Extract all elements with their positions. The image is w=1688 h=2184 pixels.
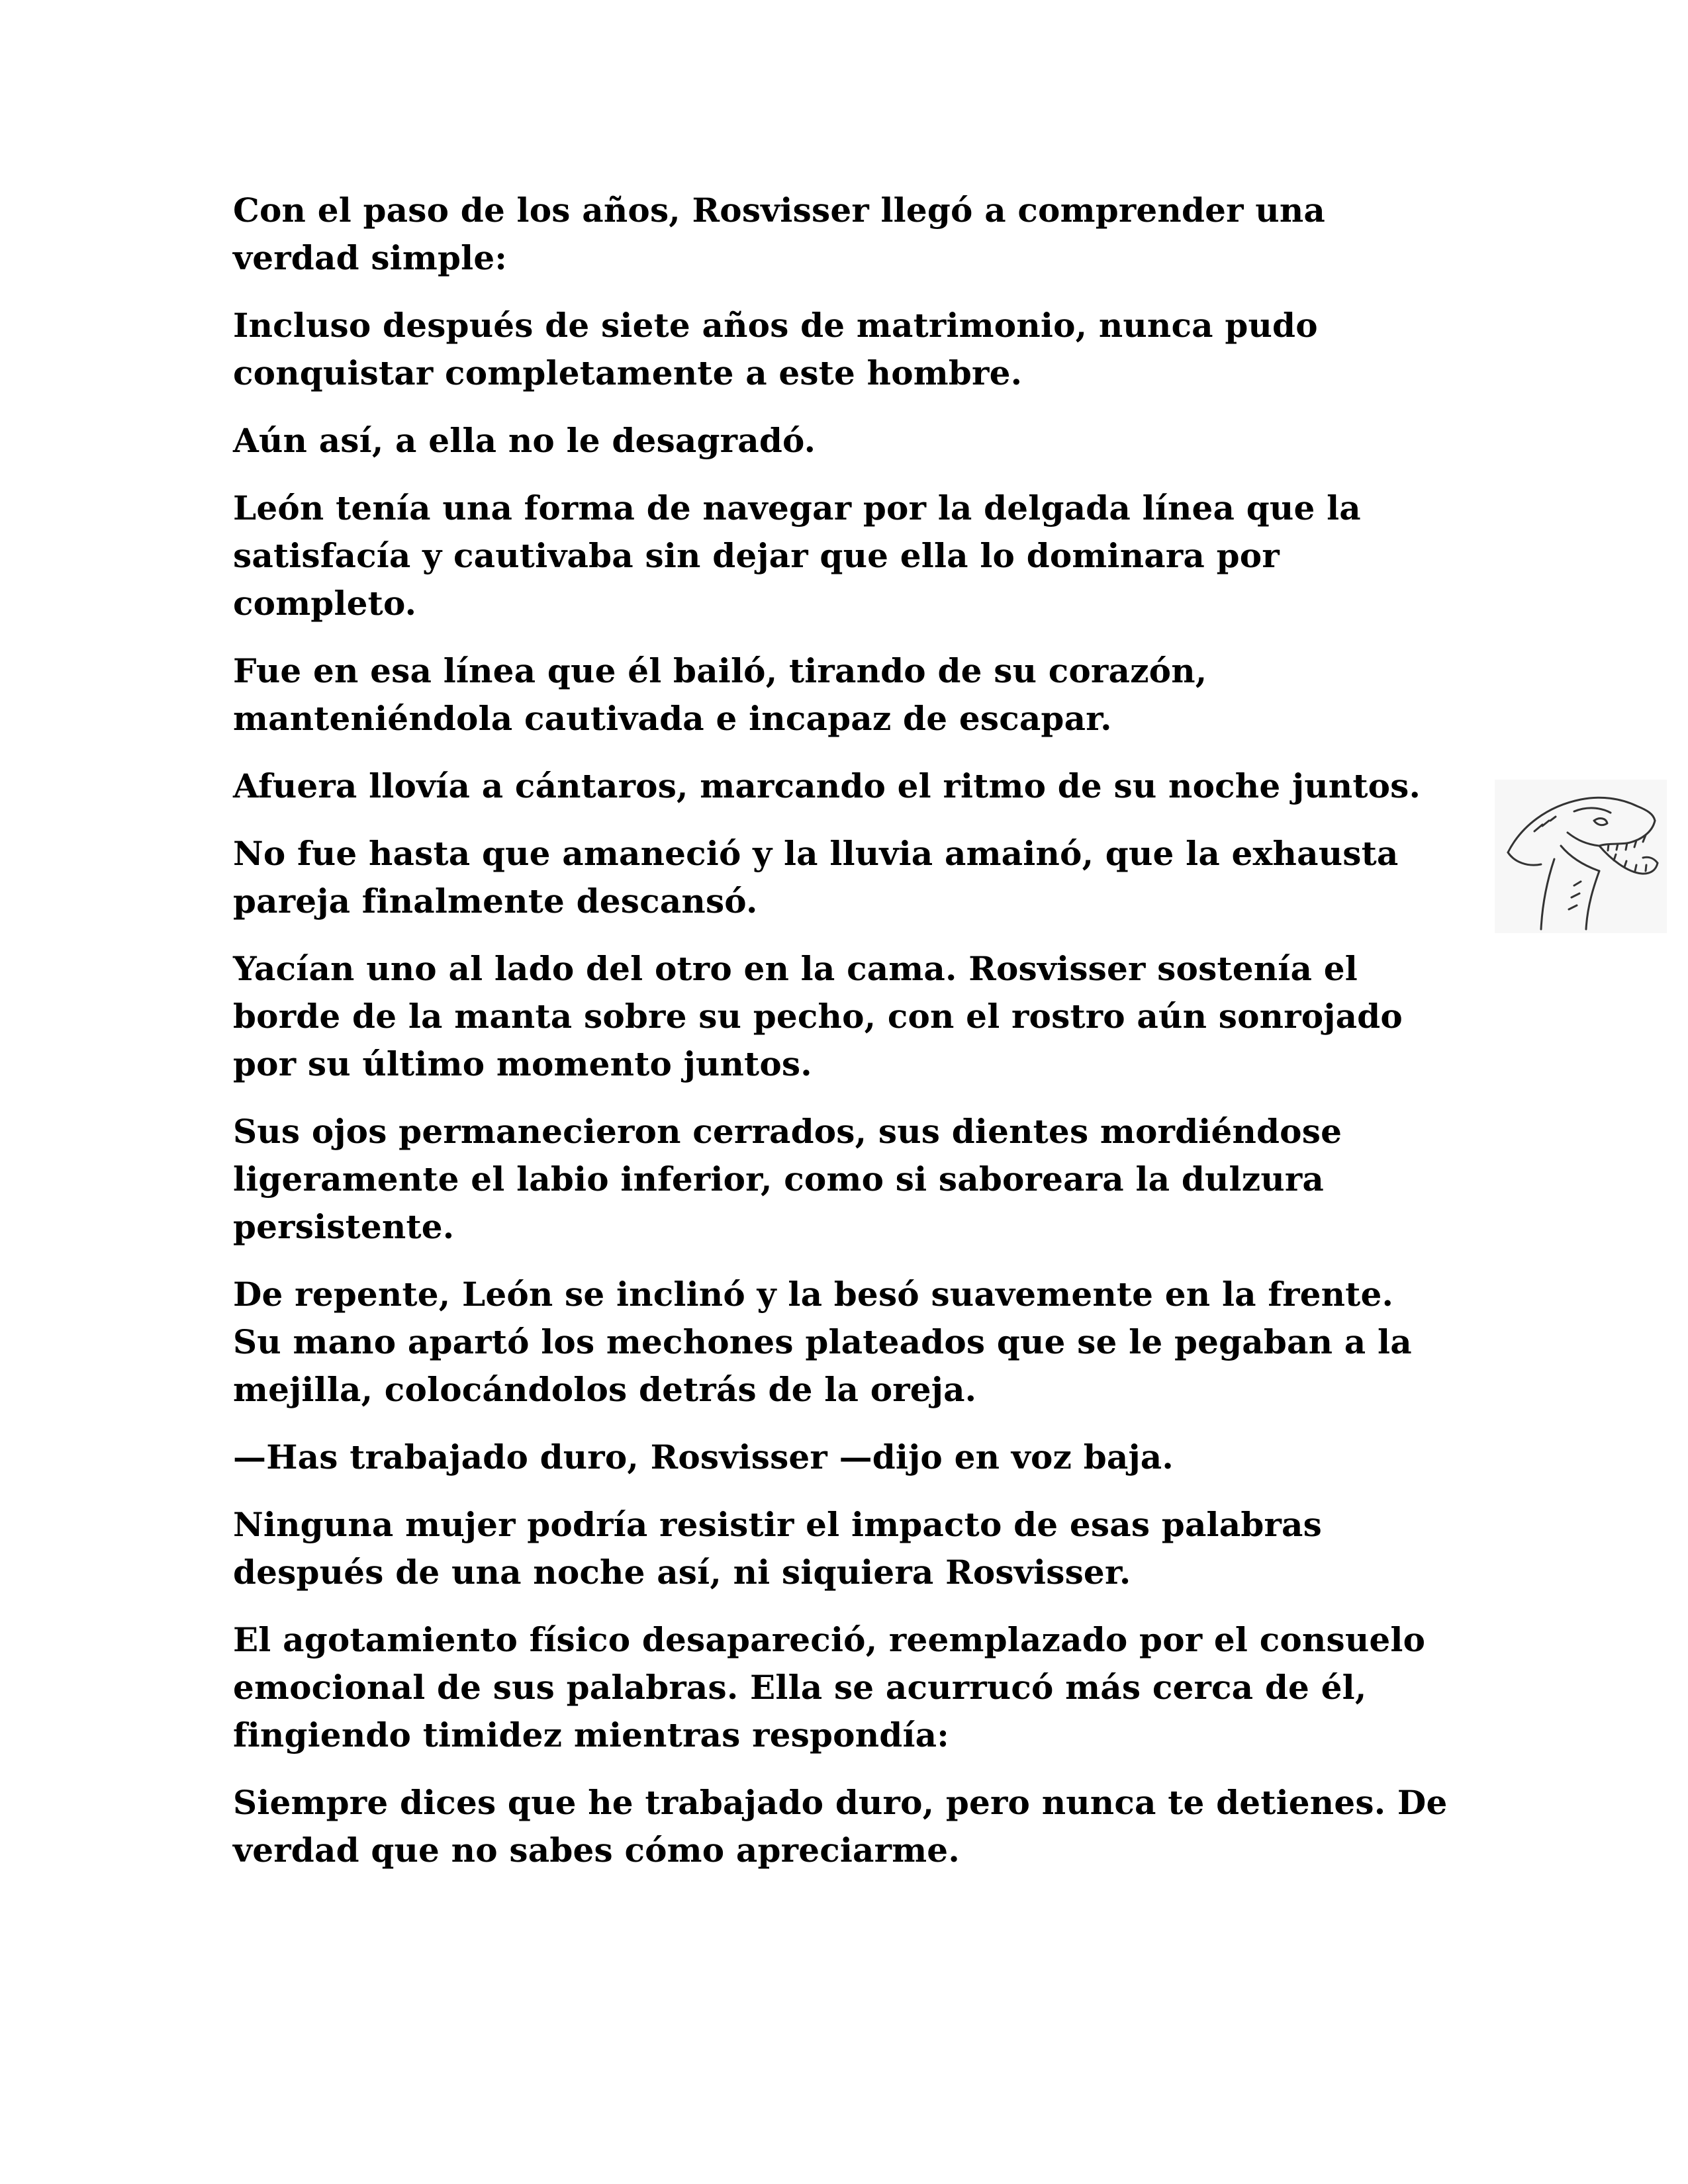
- paragraph: Con el paso de los años, Rosvisser llegó a comprender una verdad simple:: [233, 191, 1325, 277]
- paragraph: Siempre dices que he trabajado duro, pero nunca te detienes. De verdad que no sabes cómo apreciarme.: [233, 1783, 1448, 1870]
- paragraph: León tenía una forma de navegar por la delgada línea que la satisfacía y cautivaba sin dejar que ella lo dominara por completo.: [233, 488, 1361, 623]
- paragraph: Incluso después de siete años de matrimonio, nunca pudo conquistar completamente a este hombre.: [233, 306, 1318, 392]
- paragraph: No fue hasta que amaneció y la lluvia amainó, que la exhausta pareja finalmente descansó.: [233, 834, 1399, 921]
- paragraph: Ninguna mujer podría resistir el impacto de esas palabras después de una noche así, ni siquiera Rosvisser.: [233, 1505, 1322, 1592]
- paragraph: Sus ojos permanecieron cerrados, sus dientes mordiéndose ligeramente el labio inferior, como si saboreara la dulzura persistente.: [233, 1112, 1342, 1246]
- dinosaur-sketch-icon: [1495, 780, 1667, 933]
- paragraph: El agotamiento físico desapareció, reemplazado por el consuelo emocional de sus palabras. Ella se acurrucó más cerca de él, fingiendo timidez mientras respondía:: [233, 1620, 1426, 1754]
- paragraph: Aún así, a ella no le desagradó.: [233, 421, 816, 460]
- document-body: [233, 187, 1451, 1894]
- paragraph: —Has trabajado duro, Rosvisser —dijo en voz baja.: [233, 1437, 1174, 1477]
- paragraph: Afuera llovía a cántaros, marcando el ritmo de su noche juntos.: [233, 766, 1421, 805]
- paragraph: Yacían uno al lado del otro en la cama. Rosvisser sostenía el borde de la manta sobre su pecho, con el rostro aún sonrojado por su último momento juntos.: [233, 949, 1403, 1083]
- paragraph: Fue en esa línea que él bailó, tirando de su corazón, manteniéndola cautivada e incapaz de escapar.: [233, 651, 1207, 738]
- paragraph: De repente, León se inclinó y la besó suavemente en la frente. Su mano apartó los mechones plateados que se le pegaban a la mejilla, colocándolos detrás de la oreja.: [233, 1275, 1412, 1409]
